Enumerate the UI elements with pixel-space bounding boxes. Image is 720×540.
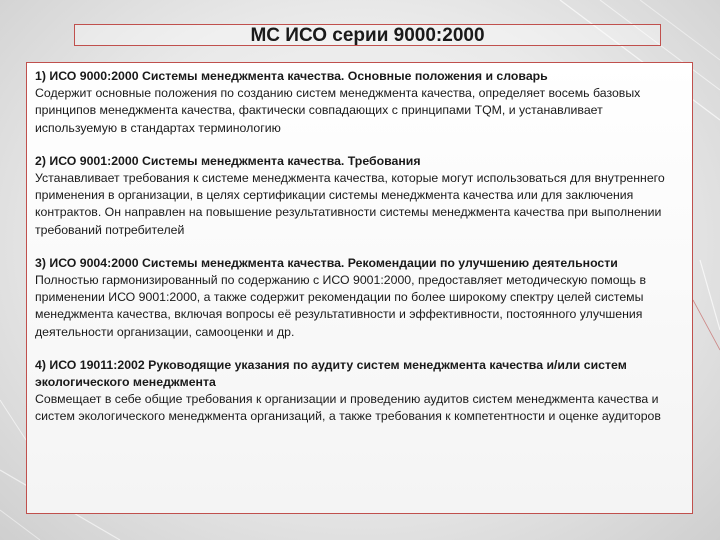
item-heading: 1) ИСО 9000:2000 Системы менеджмента качества. Основные положения и словарь — [35, 69, 548, 83]
list-item — [35, 153, 684, 239]
item-description: Устанавливает требования к системе менеджмента качества, которые могут использоваться для внутреннего применения в организации, в целях сертификации системы менеджмента качества или для заключения контрактов. Он направлен на повышение результативности системы менеджмента качества при выполнении требований потребителей — [35, 171, 665, 237]
item-heading: 3) ИСО 9004:2000 Системы менеджмента качества. Рекомендации по улучшению деятельности — [35, 255, 618, 270]
item-description: Совмещает в себе общие требования к организации и проведению аудитов систем менеджмента качества и систем экологического менеджмента организаций, а также требования к компетентности и оценке аудиторов — [35, 392, 661, 424]
list-item — [35, 357, 684, 426]
standards-list — [26, 62, 693, 514]
list-item — [35, 255, 684, 341]
item-heading: 4) ИСО 19011:2002 Руководящие указания по аудиту систем менеджмента качества и/или систем экологического менеджмента — [35, 357, 627, 390]
slide-title: МС ИСО серии 9000:2000 — [74, 24, 661, 46]
list-item — [35, 68, 684, 137]
item-description: Содержит основные положения по созданию систем менеджмента качества, определяет восемь базовых принципов менеджмента качества, фактически совпадающих с принципами TQM, и устанавливает используемую в стандартах терминологию — [35, 86, 641, 135]
item-description: Полностью гармонизированный по содержанию с ИСО 9001:2000, предоставляет методическую помощь в применении ИСО 9001:2000, а также содержит рекомендации по более широкому спектру целей системы менеджмента качества, включая вопросы её результативности и эффективности, постоянного улучшения деятельности организации, самооценки и др. — [35, 273, 647, 339]
item-heading: 2) ИСО 9001:2000 Системы менеджмента качества. Требования — [35, 153, 421, 168]
